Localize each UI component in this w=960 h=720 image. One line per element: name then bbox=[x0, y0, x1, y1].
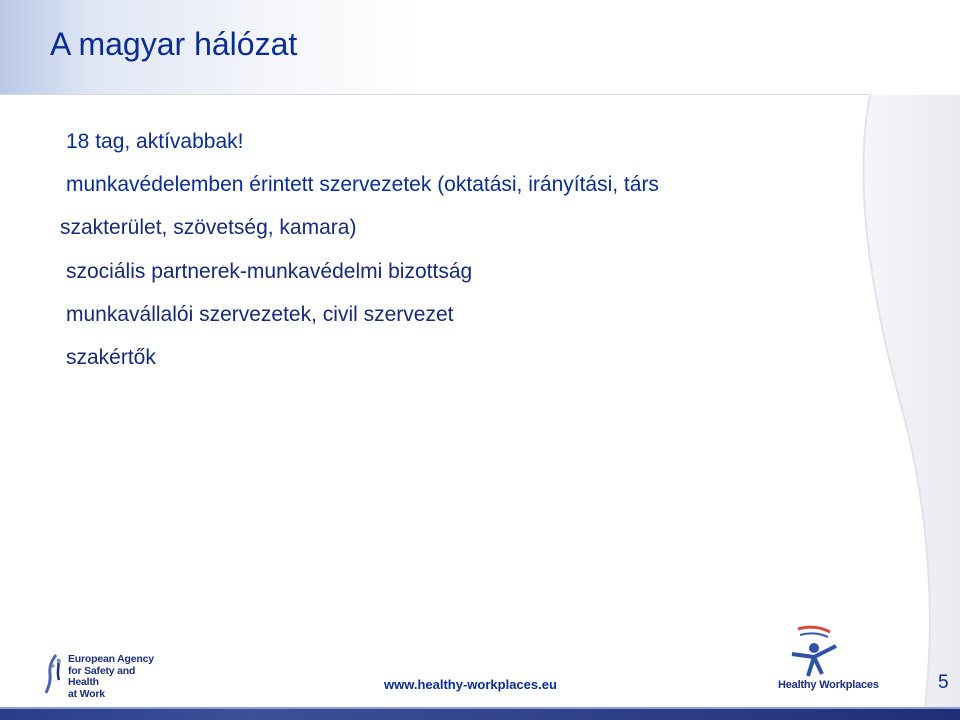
agency-logo-line: for Safety and Health bbox=[68, 664, 136, 688]
list-item: munkavédelemben érintett szervezetek (oktatási, irányítási, társ bbox=[66, 173, 659, 196]
list-item: 18 tag, aktívabbak! bbox=[66, 130, 244, 153]
page-title: A magyar hálózat bbox=[50, 26, 298, 62]
eu-osha-figure-icon bbox=[44, 654, 66, 694]
list-item: szakértők bbox=[66, 346, 156, 369]
page-number: 5 bbox=[938, 672, 949, 693]
campaign-logo-text: Healthy Workplaces bbox=[778, 679, 879, 691]
footer-url: www.healthy-workplaces.eu bbox=[384, 677, 557, 692]
healthy-workplaces-logo bbox=[770, 624, 879, 696]
agency-logo-line: at Work bbox=[68, 687, 105, 700]
list-item: szociális partnerek-munkavédelmi bizottság bbox=[66, 260, 473, 283]
list-item: munkavállalói szervezetek, civil szervezet bbox=[66, 303, 454, 326]
agency-logo-line: European Agency bbox=[68, 653, 154, 665]
eu-osha-logo bbox=[44, 653, 164, 700]
bottom-bar bbox=[0, 709, 960, 720]
list-item: szakterület, szövetség, kamara) bbox=[60, 216, 357, 239]
healthy-workplaces-figure-icon bbox=[770, 624, 870, 680]
